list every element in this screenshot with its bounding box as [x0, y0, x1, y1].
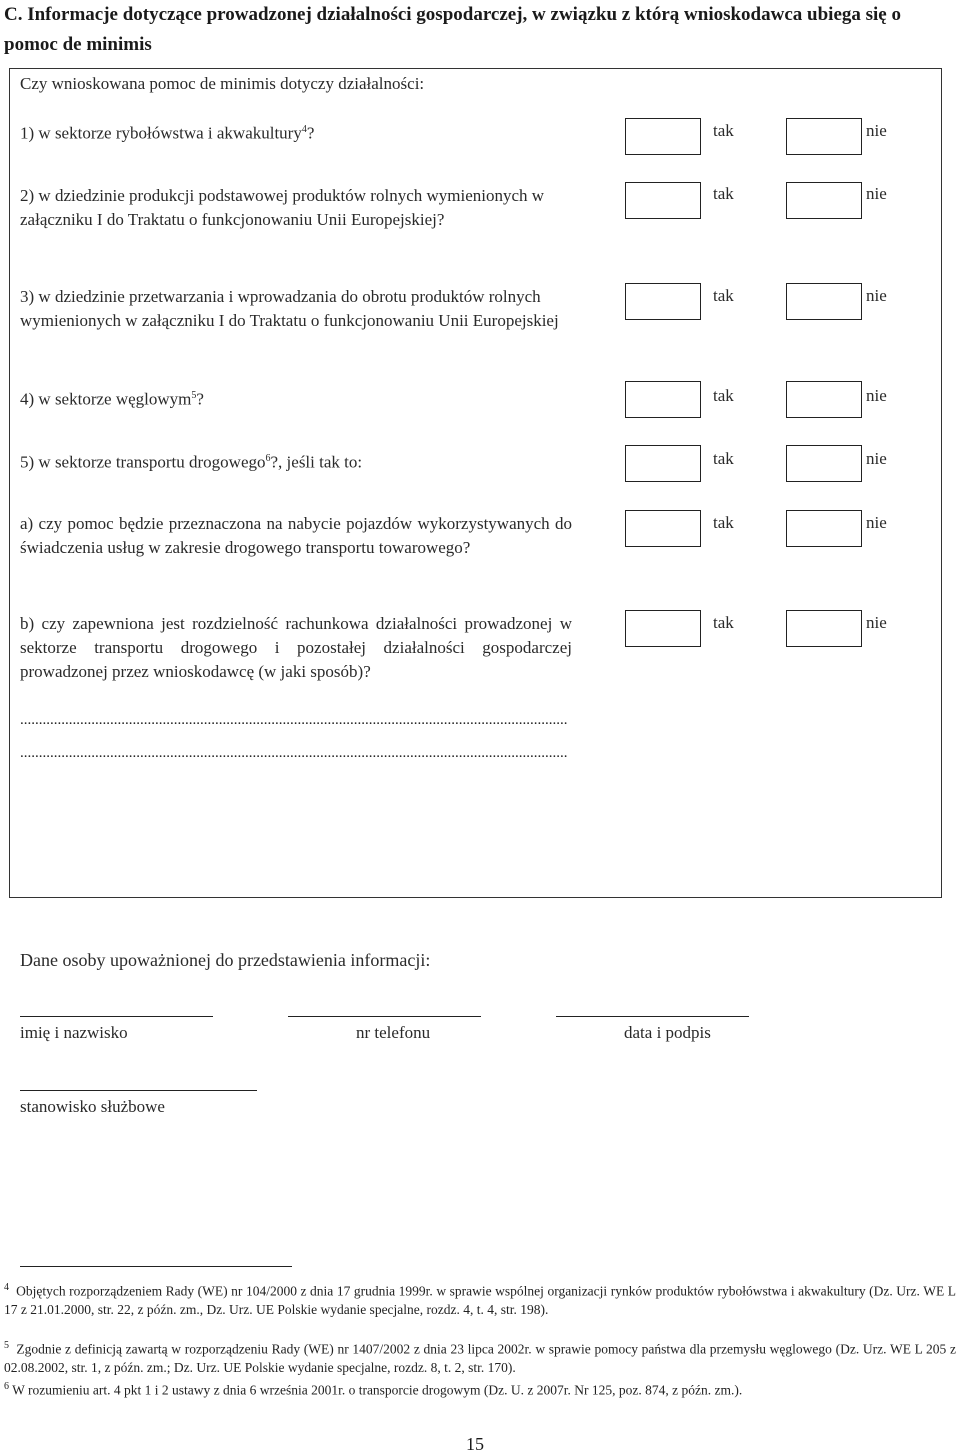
q3-yes-checkbox[interactable] [625, 283, 701, 320]
q5a-yes-checkbox[interactable] [625, 510, 701, 547]
q5b-yes-checkbox[interactable] [625, 610, 701, 647]
q1-no-label: nie [866, 121, 887, 140]
footnote-5: $^5$ Zgodnie z definicją zawartą w rozporządzeniu Rady (WE) nr 1407/2002 z dnia 23 lipca 2002r. w sprawie pomocy państwa dla przemysłu węglowego (Dz. Urz. WE L 205 z 02.08.2002, str. 1, z późn. zm.; Dz. Urz. UE Polskie wydanie specjalne, rozdz. 8, t. 2, str. 170). [4, 1340, 956, 1375]
q1-yes-checkbox[interactable] [625, 118, 701, 155]
question-1: 1) w sektorze rybołówstwa i akwakultury$^4$? [20, 123, 315, 143]
q5a-no-checkbox[interactable] [786, 510, 862, 547]
q2-no-label: nie [866, 184, 887, 203]
name-label: imię i nazwisko [20, 1023, 128, 1042]
q2-yes-label: tak [713, 184, 734, 203]
question-3: 3) w dziedzinie przetwarzania i wprowadzania do obrotu produktów rolnych wymienionych w załączniku I do Traktatu o funkcjonowaniu Unii Europejskiej [20, 287, 559, 330]
section-heading: C. Informacje dotyczące prowadzonej działalności gospodarczej, w związku z którą wnioskodawca ubiega się o pomoc de minimis [4, 4, 901, 55]
q5a-no-label: nie [866, 513, 887, 532]
date-sign-label: data i podpis [624, 1023, 711, 1042]
answer-line-2[interactable]: .................................................................................................................................................. [20, 745, 568, 761]
q5b-no-checkbox[interactable] [786, 610, 862, 647]
q5-no-checkbox[interactable] [786, 445, 862, 482]
footnote-separator [20, 1266, 292, 1267]
q4-no-checkbox[interactable] [786, 381, 862, 418]
phone-label: nr telefonu [356, 1023, 431, 1042]
q5-yes-label: tak [713, 449, 734, 468]
q1-no-checkbox[interactable] [786, 118, 862, 155]
question-5: 5) w sektorze transportu drogowego$^6$?, jeśli tak to: [20, 452, 363, 472]
q5b-no-label: nie [866, 613, 887, 632]
question-2: 2) w dziedzinie produkcji podstawowej produktów rolnych wymienionych w załączniku I do Traktatu o funkcjonowaniu Unii Europejskiej? [20, 186, 545, 229]
q3-no-checkbox[interactable] [786, 283, 862, 320]
q5-yes-checkbox[interactable] [625, 445, 701, 482]
date-sign-signature-line[interactable] [556, 1016, 749, 1017]
position-label: stanowisko służbowe [20, 1097, 165, 1116]
page-number: 15 [466, 1434, 484, 1454]
question-5a: a) czy pomoc będzie przeznaczona na nabycie pojazdów wykorzystywanych do świadczenia usług w zakresie drogowego transportu towarowego? [20, 514, 572, 557]
q5b-yes-label: tak [713, 613, 734, 632]
q3-yes-label: tak [713, 286, 734, 305]
q5a-yes-label: tak [713, 513, 734, 532]
form-intro: Czy wnioskowana pomoc de minimis dotyczy działalności: [20, 74, 425, 93]
q3-no-label: nie [866, 286, 887, 305]
q4-yes-label: tak [713, 386, 734, 405]
q4-yes-checkbox[interactable] [625, 381, 701, 418]
answer-line-1[interactable]: .................................................................................................................................................. [20, 712, 568, 728]
name-signature-line[interactable] [20, 1016, 213, 1017]
footnote-6: $^6$ W rozumieniu art. 4 pkt 1 i 2 ustawy z dnia 6 września 2001r. o transporcie drogowym (Dz. U. z 2007r. Nr 125, poz. 874, z późn. zm.). [4, 1381, 743, 1398]
phone-signature-line[interactable] [288, 1016, 481, 1017]
q4-no-label: nie [866, 386, 887, 405]
authorized-heading: Dane osoby upoważnionej do przedstawienia informacji: [20, 950, 431, 970]
q2-yes-checkbox[interactable] [625, 182, 701, 219]
q5-no-label: nie [866, 449, 887, 468]
footnote-4: $^4$ Objętych rozporządzeniem Rady (WE) nr 104/2000 z dnia 17 grudnia 1999r. w sprawie wspólnej organizacji rynków produktów rybołówstwa i akwakultury (Dz. Urz. WE L 17 z 21.01.2000, str. 22, z późn. zm., Dz. Urz. UE Polskie wydanie specjalne, rozdz. 4, t. 4, str. 198). [4, 1282, 956, 1317]
q1-yes-label: tak [713, 121, 734, 140]
question-4: 4) w sektorze węglowym$^5$? [20, 389, 204, 409]
question-5b: b) czy zapewniona jest rozdzielność rachunkowa działalności prowadzonej w sektorze transportu drogowego i pozostałej działalności gospodarczej prowadzonej przez wnioskodawcę (w jaki sposób)? [20, 614, 572, 681]
q2-no-checkbox[interactable] [786, 182, 862, 219]
position-signature-line[interactable] [20, 1090, 257, 1091]
